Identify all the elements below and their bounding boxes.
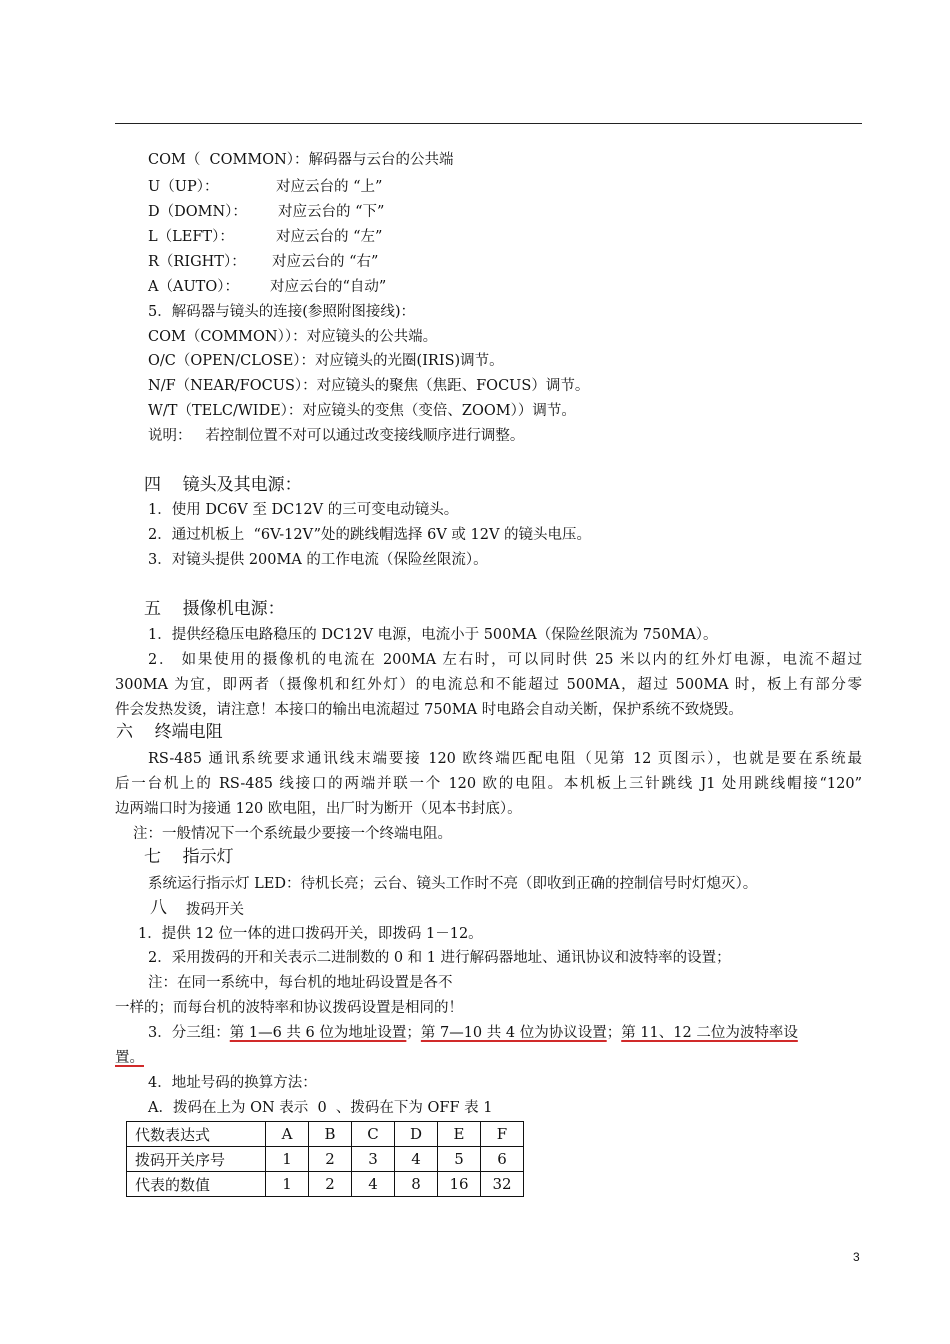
line-com-lens: COM（COMMON））：对应镜头的公共端。 — [148, 329, 438, 345]
heading-section-4: 四 镜头及其电源： — [144, 475, 302, 495]
line-left-desc: 对应云台的 “左” — [276, 229, 383, 245]
line-up-desc: 对应云台的 “上” — [276, 179, 383, 195]
line-8-3-cont: 置。 — [115, 1050, 144, 1066]
line-8-3: 3．分三组：第 1—6 共 6 位为地址设置；第 7—10 共 4 位为协议设置；第 11、12 二位为波特率设 — [148, 1025, 798, 1041]
line-8-4: 4．地址号码的换算方法： — [148, 1075, 317, 1091]
table-cell: 2 — [309, 1147, 352, 1172]
line-6-1b: 后一台机上的 RS-485 线接口的两端并联一个 120 欧的电阻。本机板上三针跳线 J1 处用跳线帽接“120” — [115, 776, 862, 792]
dip-switch-table — [126, 1121, 524, 1197]
table-cell: F — [481, 1122, 524, 1147]
table-cell: 3 — [352, 1147, 395, 1172]
underlined-address-bits: 第 1—6 共 6 位为地址设置 — [229, 1025, 407, 1041]
table-cell: 4 — [395, 1147, 438, 1172]
table-cell: 2 — [309, 1172, 352, 1197]
line-com-ptz: COM（ COMMON）：解码器与云台的公共端 — [148, 152, 454, 168]
table-cell: 16 — [438, 1172, 481, 1197]
table-cell: C — [352, 1122, 395, 1147]
line-6-2: 注：一般情况下一个系统最少要接一个终端电阻。 — [133, 826, 452, 842]
underlined-protocol-bits: 第 7—10 共 4 位为协议设置 — [420, 1025, 607, 1041]
table-row — [127, 1122, 524, 1147]
line-right-desc: 对应云台的 “右” — [272, 254, 379, 270]
line-8-note-b: 一样的；而每台机的波特率和协议拨码设置是相同的！ — [115, 1000, 463, 1016]
line-auto: A（AUTO）： — [148, 279, 239, 295]
header-rule — [115, 123, 862, 124]
line-right: R（RIGHT）： — [148, 254, 246, 270]
table-cell: 8 — [395, 1172, 438, 1197]
line-wt: W/T（TELC/WIDE）：对应镜头的变焦（变倍、ZOOM））调节。 — [148, 403, 576, 419]
line-down: D（DOMN）： — [148, 204, 247, 220]
table-cell: A — [266, 1122, 309, 1147]
line-oc: O/C（OPEN/CLOSE）：对应镜头的光圈(IRIS)调节。 — [148, 353, 504, 369]
table-row — [127, 1147, 524, 1172]
line-4-3: 3．对镜头提供 200MA 的工作电流（保险丝限流）。 — [148, 552, 488, 568]
line-5-heading: 5．解码器与镜头的连接(参照附图接线)： — [148, 304, 416, 320]
line-5-2a: 2． 如果使用的摄像机的电流在 200MA 左右时，可以同时供 25 米以内的红外灯电源，电流不超过 — [148, 652, 862, 668]
line-4-2: 2．通过机板上 “6V-12V”处的跳线帽选择 6V 或 12V 的镜头电压。 — [148, 527, 592, 543]
table-cell: B — [309, 1122, 352, 1147]
heading-section-8-title: 拨码开关 — [186, 902, 244, 918]
line-8-1: 1．提供 12 位一体的进口拨码开关，即拨码 1－12。 — [138, 926, 483, 942]
row-header: 代数表达式 — [127, 1122, 266, 1147]
table-cell: 1 — [266, 1147, 309, 1172]
line-8-2: 2．采用拨码的开和关表示二进制数的 0 和 1 进行解码器地址、通讯协议和波特率的设置； — [148, 950, 731, 966]
line-left: L（LEFT）： — [148, 229, 234, 245]
heading-section-5: 五 摄像机电源： — [144, 599, 285, 619]
heading-section-8-number: 八 — [150, 898, 167, 918]
line-down-desc: 对应云台的 “下” — [278, 204, 385, 220]
row-header: 拨码开关序号 — [127, 1147, 266, 1172]
heading-section-6: 六 终端电阻 — [116, 722, 223, 742]
line-nf: N/F（NEAR/FOCUS）：对应镜头的聚焦（焦距、FOCUS）调节。 — [148, 378, 590, 394]
line-8-A: A．拨码在上为 ON 表示 0 、拨码在下为 OFF 表 1 — [148, 1100, 493, 1116]
table-cell: D — [395, 1122, 438, 1147]
line-5-1: 1．提供经稳压电路稳压的 DC12V 电源，电流小于 500MA（保险丝限流为 750MA）。 — [148, 627, 718, 643]
row-header: 代表的数值 — [127, 1172, 266, 1197]
line-6-1c: 边两端口时为接通 120 欧电阻，出厂时为断开（见本书封底）。 — [115, 801, 522, 817]
table-cell: 5 — [438, 1147, 481, 1172]
table-cell: 4 — [352, 1172, 395, 1197]
line-7-1: 系统运行指示灯 LED：待机长亮；云台、镜头工作时不亮（即收到正确的控制信号时灯熄灭）。 — [148, 876, 758, 892]
table-cell: 6 — [481, 1147, 524, 1172]
underlined-baud-bits: 第 11、12 二位为波特率设 — [621, 1025, 798, 1041]
table-cell: 32 — [481, 1172, 524, 1197]
line-5-2b: 300MA 为宜，即两者（摄像机和红外灯）的电流总和不能超过 500MA，超过 500MA 时，板上有部分零 — [115, 677, 862, 693]
line-6-1a: RS-485 通讯系统要求通讯线末端要接 120 欧终端匹配电阻（见第 12 页图示），也就是要在系统最 — [148, 751, 862, 767]
line-up: U（UP）： — [148, 179, 219, 195]
heading-section-7: 七 指示灯 — [144, 847, 234, 867]
line-note: 说明： 若控制位置不对可以通过改变接线顺序进行调整。 — [148, 428, 525, 444]
line-8-note-a: 注：在同一系统中，每台机的地址码设置是各不 — [148, 975, 453, 991]
line-auto-desc: 对应云台的“自动” — [270, 279, 387, 295]
table-cell: E — [438, 1122, 481, 1147]
table-cell: 1 — [266, 1172, 309, 1197]
line-4-1: 1．使用 DC6V 至 DC12V 的三可变电动镜头。 — [148, 502, 459, 518]
page-number: 3 — [853, 1250, 860, 1264]
line-5-2c: 件会发热发烫，请注意！本接口的输出电流超过 750MA 时电路会自动关断，保护系统不致烧毁。 — [115, 702, 743, 718]
table-row — [127, 1172, 524, 1197]
